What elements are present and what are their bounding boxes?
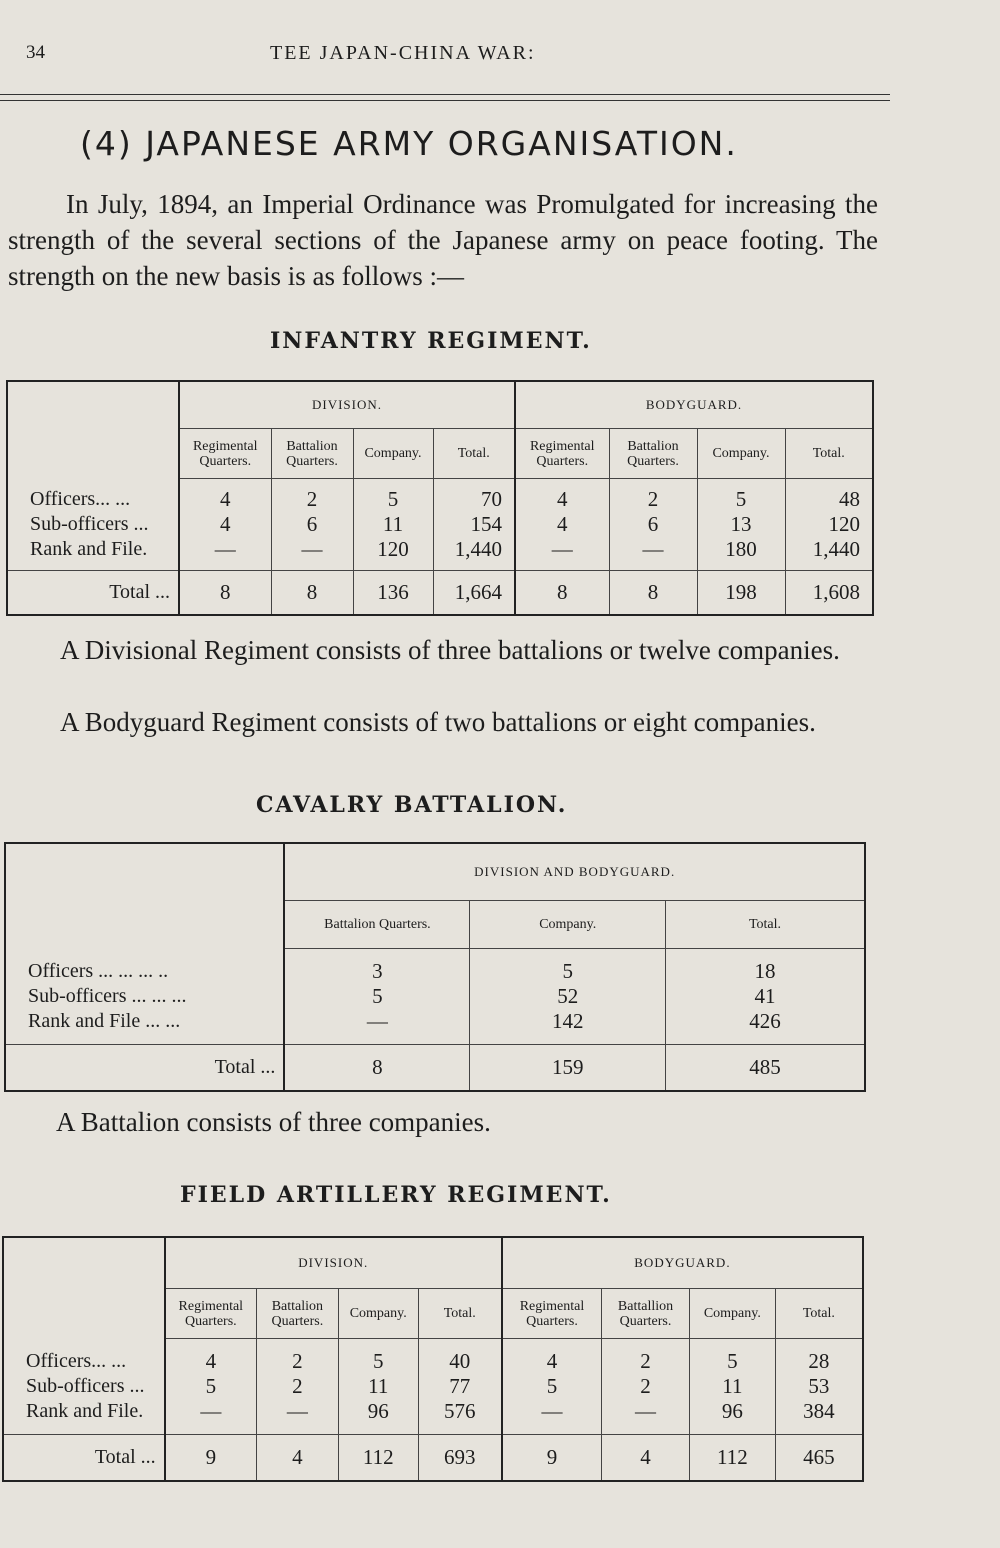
table-cell: — xyxy=(165,1399,257,1435)
column-header: Regimental Quarters. xyxy=(502,1289,602,1339)
table-cell: 120 xyxy=(353,537,433,571)
table-cell: 28 xyxy=(775,1339,863,1375)
table-cell: 2 xyxy=(602,1339,690,1375)
table-row xyxy=(5,1009,865,1045)
table-cell: — xyxy=(284,1009,470,1045)
table-cell: 154 xyxy=(433,512,515,537)
table-cell: 11 xyxy=(689,1374,775,1399)
note-battalion: A Battalion consists of three companies. xyxy=(56,1107,491,1137)
table-cell: 1,440 xyxy=(433,537,515,571)
table-cell: 4 xyxy=(502,1339,602,1375)
row-label: Rank and File ... ... xyxy=(28,1010,181,1032)
table-cell: 4 xyxy=(179,512,271,537)
table-cell: 5 xyxy=(284,984,470,1009)
group-bodyguard: BODYGUARD. xyxy=(502,1237,863,1289)
row-label: Rank and File. xyxy=(26,1400,144,1422)
table-cell: 3 xyxy=(284,949,470,985)
table-cell: 485 xyxy=(666,1045,866,1091)
infantry-heading: INFANTRY REGIMENT. xyxy=(270,328,592,354)
table-cell: 4 xyxy=(165,1339,257,1375)
column-header: Battalion Quarters. xyxy=(271,429,353,479)
table-row xyxy=(7,512,873,537)
table-cell: 6 xyxy=(609,512,697,537)
label-header xyxy=(7,381,179,479)
table-row xyxy=(7,479,873,513)
row-label: Officers... ... xyxy=(26,1349,127,1372)
table-cell: 1,440 xyxy=(785,537,873,571)
column-header: Regimental Quarters. xyxy=(515,429,609,479)
column-header: Battalion Quarters. xyxy=(609,429,697,479)
table-cell: 384 xyxy=(775,1399,863,1435)
table-cell: 159 xyxy=(470,1045,666,1091)
table-cell: 48 xyxy=(785,479,873,513)
table-cell: 112 xyxy=(689,1435,775,1481)
table-cell: 5 xyxy=(165,1374,257,1399)
table-cell: 2 xyxy=(602,1374,690,1399)
table-cell: 8 xyxy=(284,1045,470,1091)
column-header: Total. xyxy=(418,1289,502,1339)
table-cell: 5 xyxy=(338,1339,418,1375)
table-cell: 9 xyxy=(502,1435,602,1481)
cavalry-heading: CAVALRY BATTALION. xyxy=(256,792,568,818)
table-cell: 40 xyxy=(418,1339,502,1375)
table-row xyxy=(3,1399,863,1435)
row-label: Officers ... ... ... .. xyxy=(28,959,169,982)
table-cell: 136 xyxy=(353,571,433,615)
table-cell: 4 xyxy=(179,479,271,513)
table-cell: 576 xyxy=(418,1399,502,1435)
group-division-bodyguard: DIVISION AND BODYGUARD. xyxy=(284,843,865,901)
table-cell: 1,608 xyxy=(785,571,873,615)
table-cell: 112 xyxy=(338,1435,418,1481)
section-title: (4) JAPANESE ARMY ORGANISATION. xyxy=(80,124,738,163)
cavalry-table xyxy=(4,842,866,1092)
column-header: Regimental Quarters. xyxy=(165,1289,257,1339)
column-header: Company. xyxy=(689,1289,775,1339)
total-label: Total ... xyxy=(3,1435,165,1481)
header-rule xyxy=(0,94,890,95)
page-number: 34 xyxy=(26,42,45,63)
table-cell: — xyxy=(256,1399,338,1435)
table-cell: 53 xyxy=(775,1374,863,1399)
table-cell: 8 xyxy=(609,571,697,615)
column-header: Battallion Quarters. xyxy=(602,1289,690,1339)
table-cell: 13 xyxy=(697,512,785,537)
table-cell: 120 xyxy=(785,512,873,537)
column-header: Total. xyxy=(785,429,873,479)
table-cell: 4 xyxy=(515,479,609,513)
table-cell: 1,664 xyxy=(433,571,515,615)
table-row xyxy=(3,1374,863,1399)
table-cell: 96 xyxy=(689,1399,775,1435)
column-header: Battalion Quarters. xyxy=(256,1289,338,1339)
note-bodyguard: A Bodyguard Regiment consists of two battalions or eight companies. xyxy=(60,707,816,737)
table-row xyxy=(5,984,865,1009)
column-header: Total. xyxy=(775,1289,863,1339)
row-label: Sub-officers ... xyxy=(30,513,149,535)
group-division: DIVISION. xyxy=(165,1237,502,1289)
column-header: Total. xyxy=(666,901,866,949)
table-cell: 142 xyxy=(470,1009,666,1045)
table-cell: 426 xyxy=(666,1009,866,1045)
column-header: Company. xyxy=(338,1289,418,1339)
table-cell: 4 xyxy=(515,512,609,537)
table-cell: 11 xyxy=(338,1374,418,1399)
table-cell: 180 xyxy=(697,537,785,571)
table-cell: — xyxy=(515,537,609,571)
group-division: DIVISION. xyxy=(179,381,515,429)
table-row xyxy=(3,1339,863,1375)
table-cell: 18 xyxy=(666,949,866,985)
table-cell: 9 xyxy=(165,1435,257,1481)
table-row xyxy=(5,949,865,985)
total-row xyxy=(7,571,873,615)
column-header: Company. xyxy=(353,429,433,479)
table-cell: 5 xyxy=(689,1339,775,1375)
table-cell: 77 xyxy=(418,1374,502,1399)
table-cell: 8 xyxy=(271,571,353,615)
table-cell: 5 xyxy=(502,1374,602,1399)
label-header xyxy=(3,1237,165,1339)
row-label: Sub-officers ... xyxy=(26,1375,145,1397)
running-header xyxy=(0,38,1000,72)
table-cell: 5 xyxy=(353,479,433,513)
row-label: Officers... ... xyxy=(30,487,131,510)
table-cell: — xyxy=(271,537,353,571)
table-cell: 52 xyxy=(470,984,666,1009)
table-cell: 11 xyxy=(353,512,433,537)
column-header: Company. xyxy=(697,429,785,479)
note-divisional: A Divisional Regiment consists of three battalions or twelve companies. xyxy=(60,635,840,665)
table-cell: 41 xyxy=(666,984,866,1009)
table-cell: 2 xyxy=(256,1374,338,1399)
table-cell: 8 xyxy=(515,571,609,615)
row-label: Rank and File. xyxy=(30,538,148,560)
table-cell: 198 xyxy=(697,571,785,615)
table-cell: 5 xyxy=(470,949,666,985)
infantry-table xyxy=(6,380,874,616)
table-cell: 5 xyxy=(697,479,785,513)
table-cell: — xyxy=(609,537,697,571)
table-cell: 465 xyxy=(775,1435,863,1481)
table-cell: 6 xyxy=(271,512,353,537)
artillery-heading: FIELD ARTILLERY REGIMENT. xyxy=(180,1182,612,1208)
table-cell: 2 xyxy=(256,1339,338,1375)
table-row xyxy=(7,537,873,571)
table-cell: 693 xyxy=(418,1435,502,1481)
column-header: Regimental Quarters. xyxy=(179,429,271,479)
table-cell: 8 xyxy=(179,571,271,615)
table-cell: 4 xyxy=(256,1435,338,1481)
table-cell: 96 xyxy=(338,1399,418,1435)
total-row xyxy=(3,1435,863,1481)
table-cell: 2 xyxy=(609,479,697,513)
table-cell: 70 xyxy=(433,479,515,513)
label-header xyxy=(5,843,284,949)
table-cell: 2 xyxy=(271,479,353,513)
total-row xyxy=(5,1045,865,1091)
row-label: Sub-officers ... ... ... xyxy=(28,985,187,1007)
artillery-table xyxy=(2,1236,864,1482)
intro-paragraph: In July, 1894, an Imperial Ordinance was Promulgated for increasing the strength of the several sections of the Japanese army on peace footing. The strength on the new basis is as follows :— xyxy=(8,189,878,291)
table-cell: — xyxy=(602,1399,690,1435)
table-cell: 4 xyxy=(602,1435,690,1481)
column-header: Battalion Quarters. xyxy=(284,901,470,949)
table-cell: — xyxy=(502,1399,602,1435)
total-label: Total ... xyxy=(7,571,179,615)
column-header: Total. xyxy=(433,429,515,479)
column-header: Company. xyxy=(470,901,666,949)
header-rule xyxy=(0,100,890,101)
total-label: Total ... xyxy=(5,1045,284,1091)
table-cell: — xyxy=(179,537,271,571)
group-bodyguard: BODYGUARD. xyxy=(515,381,873,429)
running-title: TEE JAPAN-CHINA WAR: xyxy=(270,42,536,64)
